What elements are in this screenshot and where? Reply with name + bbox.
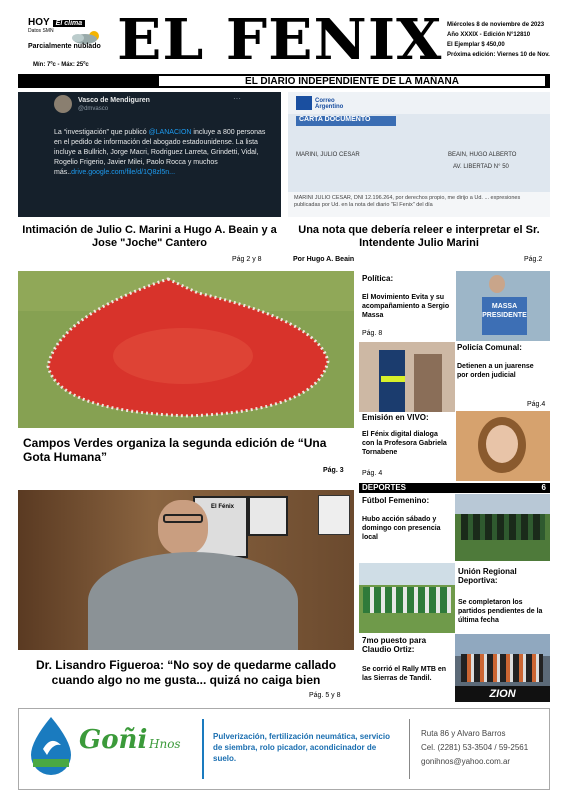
- tagline: EL DIARIO INDEPENDIENTE DE LA MAÑANA: [158, 75, 546, 87]
- figueroa-photo: [18, 490, 354, 650]
- page-ref: Pág.2: [524, 256, 543, 263]
- carta-documento-image: [288, 92, 550, 217]
- certificate-text: El Fénix: [211, 504, 235, 510]
- futbol-text: Hubo acción sábado y domingo con presencia local: [362, 516, 441, 541]
- brand-suffix: Hnos: [149, 737, 181, 751]
- partly-cloudy-icon: [60, 30, 110, 44]
- tweet-image: [18, 92, 281, 217]
- page-ref: Pág. 5 y 8: [309, 692, 341, 699]
- headline-marini-intimacion: Intimación de Julio C. Marini a Hugo A. Beain y a Jose "Joche" Cantero: [22, 224, 277, 249]
- drop-logo-icon: [27, 715, 75, 775]
- weather-temps: Mín: 7ºc - Máx: 25ºc: [33, 62, 89, 68]
- deportes-page: 6: [541, 483, 546, 492]
- union-title: Unión Regional Deportiva:: [458, 567, 517, 585]
- tweet-user: Vasco de Mendiguren: [78, 97, 150, 104]
- weather-label: HOY El clima: [28, 17, 85, 28]
- doc-remitente: MARINI, JULIO CESAR: [296, 152, 360, 158]
- page-ref: Pág. 3: [323, 467, 344, 474]
- edition-date: Miércoles 8 de noviembre de 2023: [447, 22, 545, 28]
- rally-text: Se corrió el Rally MTB en las Sierras de Tandil.: [362, 666, 447, 682]
- union-photo: [359, 563, 455, 633]
- politica-photo: [456, 271, 550, 341]
- politica-title: Política:: [362, 274, 394, 283]
- correo-brand: Correo Argentino: [315, 98, 344, 110]
- ad-email: gonihnos@yahoo.com.ar: [421, 757, 511, 766]
- page-ref: Pág. 8: [362, 330, 383, 337]
- ad-phone: Cel. (2281) 53-3504 / 59-2561: [421, 743, 529, 752]
- crowd-drop-image: [18, 271, 354, 428]
- deportes-bar: [359, 483, 550, 493]
- brand-name: Goñi: [79, 725, 148, 755]
- rally-photo: [455, 634, 550, 702]
- weather-condition: Parcialmente nublado: [28, 43, 101, 50]
- author: Por Hugo A. Beain: [293, 256, 355, 263]
- policia-text: Detienen a un juarense por orden judicial: [457, 363, 534, 379]
- policia-photo: [359, 342, 455, 412]
- ad-address: Ruta 86 y Alvaro Barros: [421, 729, 506, 738]
- tornabene-photo: [456, 411, 550, 481]
- massa-sign: MASSA PRESIDENTE: [482, 297, 527, 335]
- vivo-text: El Fénix digital dialoga con la Profesora Gabriela Tornabene: [362, 431, 447, 456]
- headline-figueroa: Dr. Lisandro Figueroa: “No soy de quedarme callado cuando algo no me gusta... quizá no caiga bien: [35, 658, 337, 687]
- doc-text: MARINI JULIO CESAR, DNI 12.196.264, por derechos propio, me dirijo a Ud. ... expresiones publicadas por Ud. en la nota del diario "El Fenix" del día: [294, 195, 521, 208]
- next-edition: Próxima edición: Viernes 10 de Nov.: [447, 52, 550, 58]
- doc-title: CARTA DOCUMENTO: [296, 116, 396, 126]
- edition-price: El Ejemplar $ 450,00: [447, 42, 505, 48]
- correo-logo-icon: [296, 96, 312, 110]
- page-ref: Pág.4: [527, 401, 546, 408]
- futbol-title: Fútbol Femenino:: [362, 496, 430, 505]
- rally-title: 7mo puesto para Claudio Ortiz:: [362, 636, 427, 654]
- page-ref: Pág. 4: [362, 470, 383, 477]
- deportes-title: DEPORTES: [362, 483, 407, 492]
- policia-title: Policía Comunal:: [457, 343, 522, 352]
- person-body: [88, 552, 298, 650]
- union-text: Se completaron los partidos pendientes de la última fecha: [458, 599, 543, 624]
- tagline-bar: [18, 74, 550, 88]
- gonihnos-ad: [18, 708, 550, 790]
- vivo-title: Emisión en VIVO:: [362, 413, 429, 422]
- ad-services: Pulverización, fertilización neumática, servicio de siembra, rolo picador, acondicinador de suelo.: [213, 732, 390, 763]
- masthead-logo: EL FENIX: [117, 7, 443, 73]
- glasses-icon: [163, 514, 203, 523]
- weather-source: Datos SMN: [28, 28, 54, 34]
- person-head: [158, 500, 208, 555]
- edition-number: Año XXXIX - Edición N°12810: [447, 32, 531, 38]
- clima-badge: El clima: [53, 20, 85, 27]
- doc-destinatario: BEAIN, HUGO ALBERTO: [448, 152, 517, 158]
- politica-text: El Movimiento Evita y su acompañamiento a Sergio Massa: [362, 294, 450, 319]
- tweet-handle: @dmvasco: [78, 106, 109, 112]
- tweet-text: La “investigación” que publicó @LANACION incluye a 800 personas en el pedido de información del abogado estadounidense. La lista incluye a Bullrich, Jorge Macri, Rodriguez Larreta, Grindetti, Vidal, Rogelio Frigerio, Javier Milei, Paolo Rocca y muchos más..drive.google.com/file/d/1Q8zl5n...: [54, 129, 266, 176]
- more-icon: ···: [233, 94, 241, 103]
- doc-address: AV. LIBERTAD N° 50: [453, 164, 509, 170]
- futbol-photo: [455, 494, 550, 561]
- headline-gota-humana: Campos Verdes organiza la segunda edición de “Una Gota Humana”: [23, 436, 327, 464]
- zion-banner: ZION: [455, 686, 550, 702]
- gota-humana-photo: [18, 271, 354, 428]
- headline-releer-nota: Una nota que debería releer e interpretar el Sr. Intendente Julio Marini: [298, 224, 540, 249]
- avatar: [54, 95, 72, 113]
- page-ref: Pág 2 y 8: [232, 256, 262, 263]
